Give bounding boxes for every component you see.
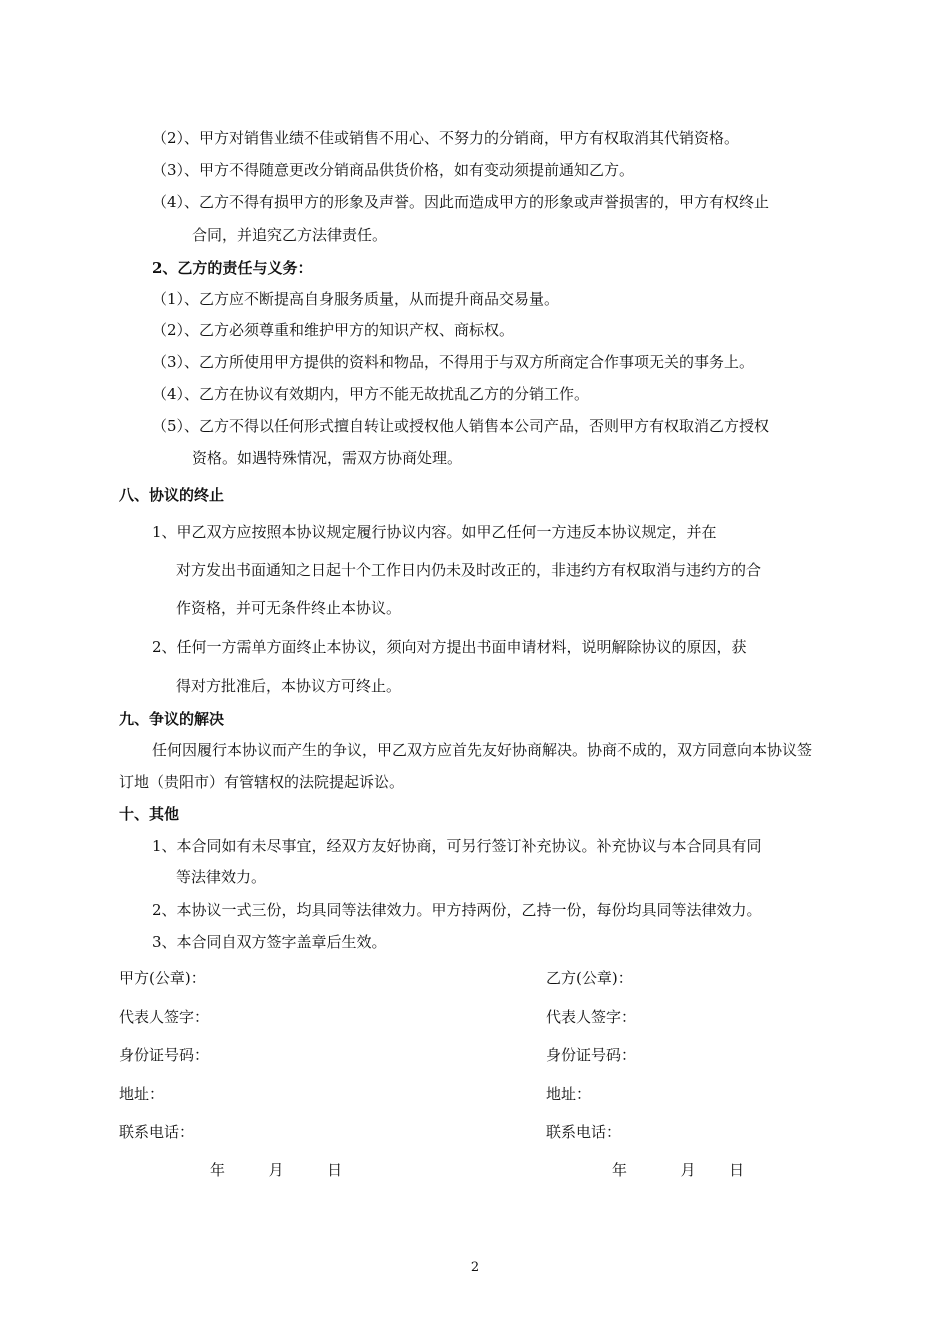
section-10-line: 等法律效力。 — [176, 868, 267, 886]
section-10-line: 3、本合同自双方签字盖章后生效。 — [152, 933, 387, 951]
section-9-line: 任何因履行本协议而产生的争议，甲乙双方应首先友好协商解决。协商不成的，双方同意向本协议签 — [152, 741, 813, 759]
section-10-line: 1、本合同如有未尽事宜，经双方友好协商，可另行签订补充协议。补充协议与本合同具有同 — [152, 837, 762, 855]
party-b-rep-label: 代表人签字： — [546, 1008, 637, 1026]
party-a-date — [210, 1160, 342, 1180]
section-10-line: 2、本协议一式三份，均具同等法律效力。甲方持两份，乙持一份，每份均具同等法律效力。 — [152, 901, 762, 919]
page-number: 2 — [470, 1260, 480, 1275]
party-a-id-label: 身份证号码： — [119, 1046, 210, 1064]
party-b-address-label: 地址： — [546, 1085, 592, 1103]
party-b-duty-2: （2）、乙方必须尊重和维护甲方的知识产权、商标权。 — [152, 321, 515, 339]
section-9-title: 九、争议的解决 — [119, 710, 225, 728]
party-a-duty-4-cont: 合同，并追究乙方法律责任。 — [192, 226, 388, 244]
party-b-date — [612, 1160, 744, 1180]
party-b-duty-4: （4）、乙方在协议有效期内，甲方不能无故扰乱乙方的分销工作。 — [152, 385, 590, 403]
party-b-duty-1: （1）、乙方应不断提高自身服务质量，从而提升商品交易量。 — [152, 290, 560, 308]
party-b-heading: 2、乙方的责任与义务： — [152, 259, 313, 277]
month-label: 月 — [268, 1161, 284, 1179]
party-b-duty-3: （3）、乙方所使用甲方提供的资料和物品，不得用于与双方所商定合作事项无关的事务上。 — [152, 353, 755, 371]
day-label: 日 — [327, 1161, 343, 1179]
party-a-address-label: 地址： — [119, 1085, 165, 1103]
section-9-line: 订地（贵阳市）有管辖权的法院提起诉讼。 — [119, 773, 405, 791]
party-a-duty-3: （3）、甲方不得随意更改分销商品供货价格，如有变动须提前通知乙方。 — [152, 161, 635, 179]
party-a-duty-4: （4）、乙方不得有损甲方的形象及声誉。因此而造成甲方的形象或声誉损害的，甲方有权终止 — [152, 193, 770, 211]
section-8-line: 作资格，并可无条件终止本协议。 — [176, 599, 402, 617]
section-8-line: 2、任何一方需单方面终止本协议，须向对方提出书面申请材料，说明解除协议的原因，获 — [152, 638, 747, 656]
party-a-phone-label: 联系电话： — [119, 1123, 195, 1141]
month-label: 月 — [680, 1161, 696, 1179]
section-10-title: 十、其他 — [119, 805, 180, 823]
party-b-duty-5: （5）、乙方不得以任何形式擅自转让或授权他人销售本公司产品，否则甲方有权取消乙方授权 — [152, 417, 770, 435]
party-a-rep-label: 代表人签字： — [119, 1008, 210, 1026]
year-label: 年 — [612, 1161, 628, 1179]
party-a-seal-label: 甲方(公章)： — [119, 969, 206, 987]
section-8-line: 得对方批准后，本协议方可终止。 — [176, 677, 402, 695]
party-b-phone-label: 联系电话： — [546, 1123, 622, 1141]
year-label: 年 — [210, 1161, 226, 1179]
section-8-title: 八、协议的终止 — [119, 486, 225, 504]
section-8-line: 对方发出书面通知之日起十个工作日内仍未及时改正的，非违约方有权取消与违约方的合 — [176, 561, 762, 579]
party-b-duty-5-cont: 资格。如遇特殊情况，需双方协商处理。 — [192, 449, 463, 467]
section-8-line: 1、甲乙双方应按照本协议规定履行协议内容。如甲乙任何一方违反本协议规定，并在 — [152, 523, 717, 541]
party-b-id-label: 身份证号码： — [546, 1046, 637, 1064]
party-b-seal-label: 乙方(公章)： — [546, 969, 633, 987]
day-label: 日 — [729, 1161, 745, 1179]
party-a-duty-2: （2）、甲方对销售业绩不佳或销售不用心、不努力的分销商，甲方有权取消其代销资格。 — [152, 129, 740, 147]
